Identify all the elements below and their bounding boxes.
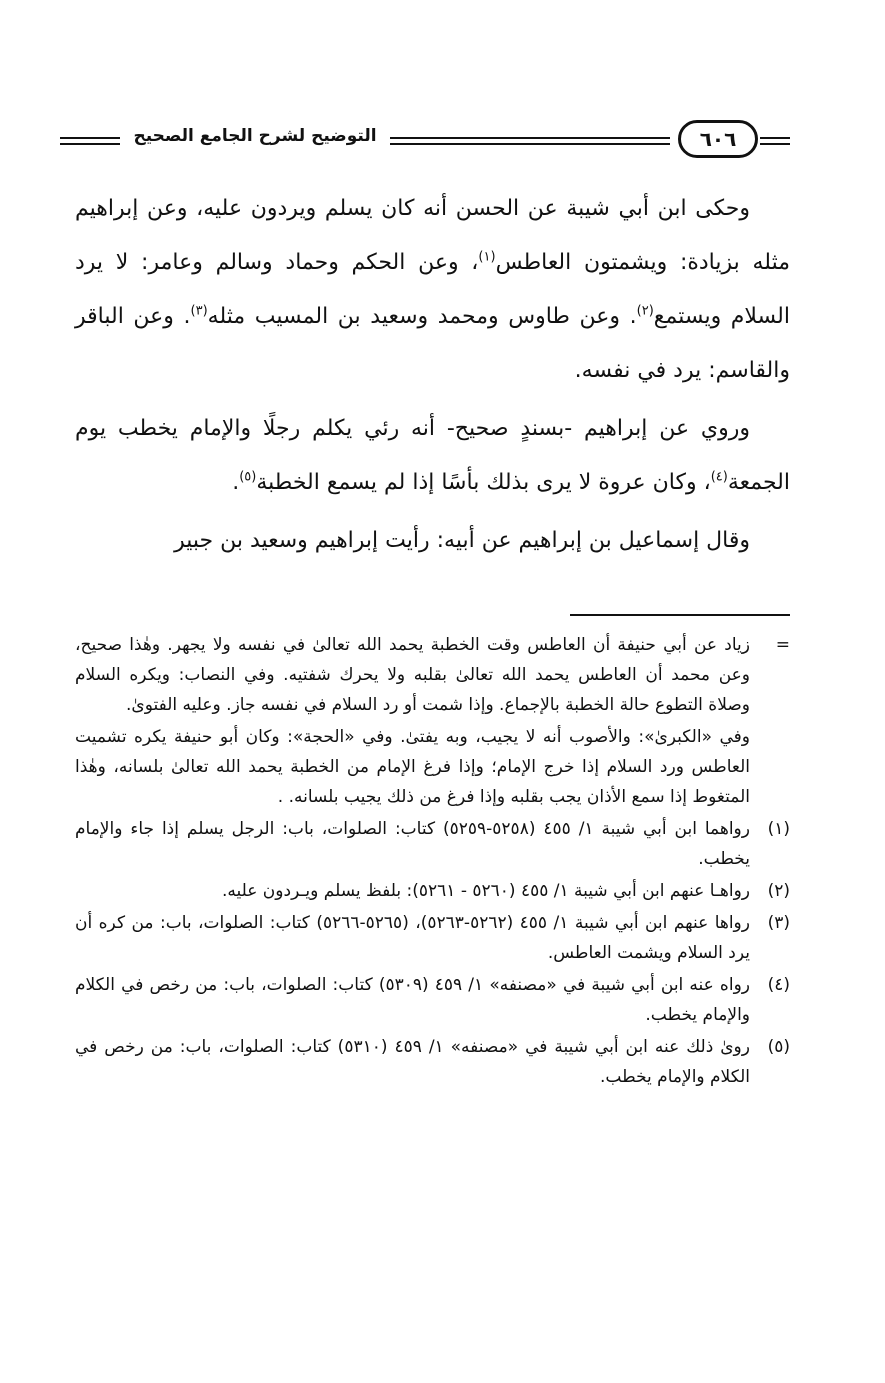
text-run: . وعن الباقر والقاسم: يرد في نفسه. bbox=[75, 304, 790, 383]
footnote-number: (١) bbox=[767, 819, 790, 839]
footnote bbox=[75, 970, 790, 1030]
paragraph: وقال إسماعيل بن إبراهيم عن أبيه: رأيت إبراهيم وسعيد بن جبير bbox=[174, 528, 750, 553]
footnote-text: رواه عنه ابن أبي شيبة في «مصنفه» ١/ ٤٥٩ (٥٣٠٩) كتاب: الصلوات، باب: من رخص في الكلام والإمام يخطب. bbox=[75, 975, 750, 1025]
footnote bbox=[75, 1032, 790, 1092]
running-title: التوضيح لشرح الجامع الصحيح bbox=[133, 126, 377, 146]
text-run: ، وكان عروة لا يرى بذلك بأسًا إذا لم يسمع الخطبة bbox=[256, 470, 711, 495]
text-run: وروي عن إبراهيم -بسندٍ صحيح- أنه رئي يكلم رجلًا والإمام يخطب يوم الجمعة bbox=[75, 416, 790, 495]
footnote-text: رواهـا عنهم ابن أبي شيبة ١/ ٤٥٥ (٥٢٦٠ - ٥٢٦١): بلفظ يسلم ويـردون عليه. bbox=[221, 881, 750, 901]
footnote-marker: (٥) bbox=[239, 469, 257, 485]
header-rule bbox=[760, 137, 790, 139]
text-run: . bbox=[232, 470, 240, 495]
note-paragraph: وفي «الكبرىٰ»: والأصوب أنه لا يجيب، وبه يفتىٰ. وفي «الحجة»: وكان أبو حنيفة يكره تشميت العاطس ورد السلام إذا خرج الإمام؛ وإذا فرغ الإمام من الخطبة يحمد الله تعالىٰ بلسانه، وهٰذا المتغوط إذا سمع الأذان يجب بقلبه وإذا فرغ من ذلك يجيب بلسانه. . bbox=[75, 727, 750, 807]
running-header bbox=[60, 118, 790, 168]
footnote-number: (٤) bbox=[767, 975, 790, 995]
header-rule bbox=[60, 137, 120, 139]
header-rule bbox=[60, 143, 120, 145]
footnote-marker: (٣) bbox=[190, 303, 208, 319]
footnote bbox=[75, 908, 790, 968]
footnote-marker: (٤) bbox=[710, 469, 728, 485]
main-text bbox=[75, 182, 790, 568]
header-rule bbox=[390, 137, 670, 139]
paragraph bbox=[75, 182, 790, 398]
text-run: . وعن طاوس ومحمد وسعيد بن المسيب مثله bbox=[207, 304, 637, 329]
footnote-text: رواهما ابن أبي شيبة ١/ ٤٥٥ (٥٢٥٨-٥٢٥٩) كتاب: الصلوات، باب: الرجل يسلم إذا جاء والإمام يخطب. bbox=[75, 819, 750, 869]
footnote bbox=[75, 876, 790, 906]
text-run: وحكى ابن أبي شيبة عن الحسن أنه كان يسلم ويردون عليه، وعن إبراهيم مثله بزيادة: ويشمتون العاطس bbox=[75, 196, 790, 275]
note-paragraph: زياد عن أبي حنيفة أن العاطس وقت الخطبة يحمد الله تعالىٰ في نفسه ولا يجهر. وهٰذا صحيح، وعن محمد أن العاطس يحمد الله تعالىٰ بقلبه ولا يحرك شفتيه. وفي النصاب: ويكره السلام وصلاة التطوع حالة الخطبة بالإجماع. وإذا شمت أو رد السلام في نفسه جاز. وعليه الفتوىٰ. bbox=[75, 635, 750, 715]
note-body bbox=[75, 630, 750, 812]
footnote-text: رواها عنهم ابن أبي شيبة ١/ ٤٥٥ (٥٢٦٢-٥٢٦٣)، (٥٢٦٥-٥٢٦٦) كتاب: الصلوات، باب: من كره أن يرد السلام ويشمت العاطس. bbox=[75, 913, 750, 963]
continuation-mark: = bbox=[775, 635, 790, 655]
footnote-marker: (٢) bbox=[636, 303, 654, 319]
text-run: ، وعن الحكم وحماد وسالم وعامر: لا يرد السلام ويستمع bbox=[75, 250, 791, 329]
continuation-note bbox=[75, 630, 790, 812]
page-number: ٦٠٦ bbox=[678, 120, 758, 158]
header-rule bbox=[760, 143, 790, 145]
footnote-text: رویٰ ذلك عنه ابن أبي شيبة في «مصنفه» ١/ ٤٥٩ (٥٣١٠) كتاب: الصلوات، باب: من رخص في الكلام والإمام يخطب. bbox=[75, 1037, 750, 1087]
footnotes bbox=[75, 630, 790, 1092]
footnote-number: (٣) bbox=[767, 913, 790, 933]
footnote-number: (٢) bbox=[767, 881, 790, 901]
paragraph bbox=[75, 402, 790, 510]
footnote-marker: (١) bbox=[478, 249, 496, 265]
footnote-separator bbox=[570, 614, 790, 616]
footnote bbox=[75, 814, 790, 874]
header-rule bbox=[390, 143, 670, 145]
footnote-number: (٥) bbox=[767, 1037, 790, 1057]
